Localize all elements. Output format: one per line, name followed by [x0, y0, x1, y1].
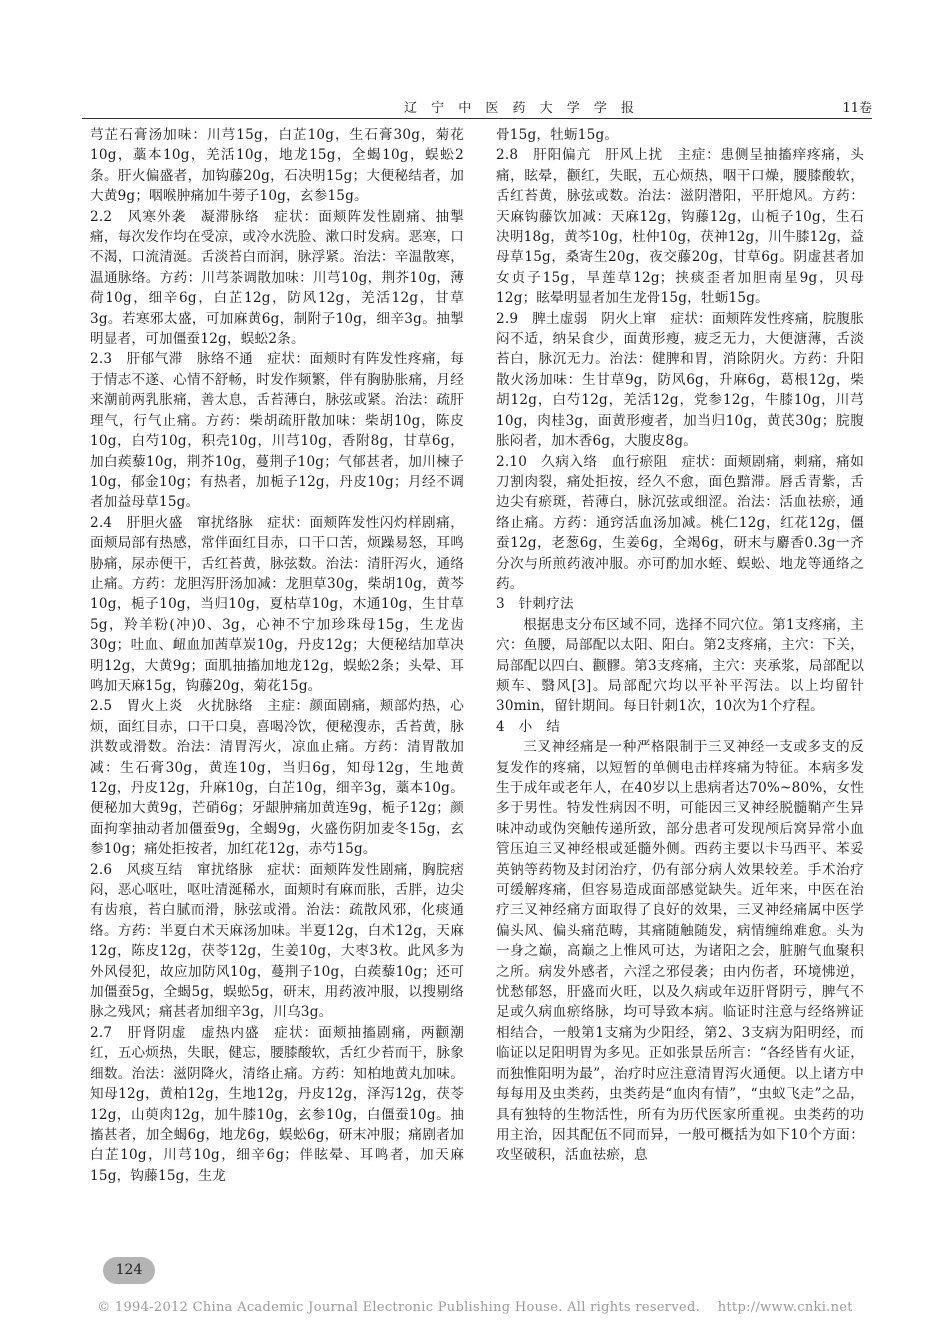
left-column [90, 125, 464, 1186]
body-paragraph: 芎芷石膏汤加味：川芎15g，白芷10g，生石膏30g，菊花10g，藁本10g，羌活10g，地龙15g，全蝎10g，蜈蚣2条。肝火偏盛者，加钩藤20g，石决明15g；大便秘结者，加大黄9g；咽喉肿痛加牛蒡子10g，玄参15g。 [90, 127, 464, 205]
subsection-paragraph: 2.9 脾土虚弱 阴火上窜 症状：面颊阵发性疼痛，脘腹胀闷不适，纳呆食少，面黄形瘦，疲乏无力，大便溏薄，舌淡苔白，脉沉无力。治法：健脾和胃，消除阴火。方药：升阳散火汤加味：生甘草9g，防风6g，升麻6g，葛根12g，柴胡12g，白芍12g，羌活12g，党参12g，牛膝10g，川芎10g，肉桂3g，面黄形瘦者，加当归10g，黄芪30g；脘腹胀闷者，加木香6g，大腹皮8g。 [496, 310, 864, 450]
subsection-paragraph: 2.3 肝郁气滞 脉络不通 症状：面颊时有阵发性疼痛，每于情志不遂、心情不舒畅，时发作频繁，伴有胸胁胀痛，月经来潮前两乳胀痛，善太息，舌苔薄白，脉弦或紧。治法：疏肝理气，行气止痛。方药：柴胡疏肝散加味：柴胡10g，陈皮10g，白芍10g，积壳10g，川芎10g，香附8g，甘草6g，加白蒺藜10g，荆芥10g，蔓荆子10g；气郁甚者，加川楝子10g，郁金10g；有热者，加栀子12g，丹皮10g；月经不调者加益母草15g。 [90, 351, 464, 511]
body-paragraph: 根据患支分布区域不同，选择不同穴位。第1支疼痛，主穴：鱼腰，局部配以太阳、阳白。第2支疼痛，主穴：下关，局部配以四白、颧髎。第3支疼痛，主穴：夹承浆，局部配以颊车、翳风[3]。局部配穴均以平补平泻法。以上均留针30min，留针期间。每日针刺1次，10次为1个疗程。 [496, 616, 864, 715]
page-number-badge: 124 [103, 1257, 155, 1284]
copyright-footer: © 1994-2012 China Academic Journal Electronic Publishing House. All rights reserved. http://www.cnki.net [97, 1300, 853, 1315]
volume-label: 11卷 [842, 101, 872, 116]
subsection-paragraph: 2.2 风寒外袭 凝滞脉络 症状：面颊阵发性剧痛、抽掣痛，每次发作均在受凉，或冷水洗脸、漱口时发病。恶寒，口不渴，口流清涎。舌淡苔白而润，脉浮紧。治法：辛温散寒，温通脉络。方药：川芎茶调散加味：川芎10g，荆芥10g，薄荷10g，细辛6g，白芷12g，防风12g，羌活12g，甘草3g。若寒邪太盛，可加麻黄6g，制附子10g，细辛3g。抽掣明显者，可加僵蚕12g，蜈蚣2条。 [90, 208, 464, 348]
subsection-paragraph: 2.5 胃火上炎 火扰脉络 主症：颜面剧痛，颊部灼热，心烦，面红目赤，口干口臭，喜喝冷饮，便秘溲赤，舌苔黄，脉洪数或滑数。治法：清胃泻火，凉血止痛。方药：清胃散加减：生石膏30g，黄连10g，当归6g，知母12g，生地黄12g，丹皮12g，升麻10g，白芷10g，细辛3g，藁本10g。便秘加大黄9g，芒硝6g；牙龈肿痛加黄连9g，栀子12g；颜面拘挛抽动者加僵蚕9g，全蝎9g，火盛伤阴加麦冬15g，玄参10g；痛处拒按者，加红花12g，赤芍15g。 [90, 698, 464, 858]
header-rule [82, 118, 872, 119]
subsection-paragraph: 2.4 肝胆火盛 窜扰络脉 症状：面颊阵发性闪灼样剧痛，面颊局部有热感，常伴面红目赤，口干口苦，烦躁易怒，耳鸣胁痛，尿赤便干，舌红苔黄，脉弦数。治法：清肝泻火，通络止痛。方药：龙胆泻肝汤加减：龙胆草30g，柴胡10g，黄芩10g，栀子10g，当归10g，夏枯草10g，木通10g，生甘草5g，羚羊粉(冲)0、3g，心神不宁加珍珠母15g，生龙齿30g；吐血、衄血加茜草炭10g，丹皮12g；大便秘结加草决明12g，大黄9g；面肌抽搐加地龙12g，蜈蚣2条；头晕、耳鸣加天麻15g，钩藤20g，菊花15g。 [90, 514, 464, 694]
right-column [496, 125, 864, 1166]
subsection-paragraph: 2.6 风痰互结 窜扰络脉 症状：面颊阵发性剧痛，胸脘痞闷，恶心呕吐，呕吐清涎稀水，面颊时有麻而胀，舌胖，边尖有齿痕，苔白腻而滑，脉弦或滑。治法：疏散风邪，化痰通络。方药：半夏白术天麻汤加味。半夏12g，白术12g，天麻12g，陈皮12g，茯苓12g，生姜10g，大枣3枚。此风多为外风侵犯，故应加防风10g，蔓荆子10g，白蒺藜10g；还可加僵蚕5g，全蝎5g，蜈蚣5g，研末，用药液冲服，以搜剔络脉之残风；痛甚者加细辛3g，川乌3g。 [90, 861, 464, 1021]
body-paragraph: 三叉神经痛是一种严格限制于三叉神经一支或多支的反复发作的疼痛，以短暂的单侧电击样疼痛为特征。本病多发生于成年或老年人，在40岁以上患病者达70%~80%，女性多于男性。特发性病因不明，可能因三叉神经脱髓鞘产生异味冲动或伪突触传递所致，部分患者可发现颅后窝异常小血管压迫三叉神经根或延髓外侧。西药主要以卡马西平、苯妥英钠等药物及封闭治疗，仍有部分病人效果较差。手术治疗可缓解疼痛，但容易造成面部感觉缺失。近年来，中医在治疗三叉神经痛方面取得了良好的效果，三叉神经痛属中医学偏头风、偏头痛范畴，其痛随触随发，病情缠绵难愈。头为一身之巅，高巅之上惟风可达，为诸阳之会，脏腑气血聚积之所。病发外感者，六淫之邪侵袭；由内伤者，环境怫逆，忧愁郁怒，肝盛而火旺，以及久病或年迈肝肾阴亏，脾气不足或久病血瘀络脉，均可导致本病。临证时注意与经络辨证相结合，一般第1支痛为少阳经，第2、3支病为阳明经，而临证以足阳明胃为多见。正如张景岳所言：“各经皆有火证，而独惟阳明为最”，治疗时应注意清胃泻火通便。以上诸方中每每用及虫类药，虫类药是“血肉有情”，“虫蚁飞走”之品，具有独特的生物活性，所有为历代医家所重视。虫类药的功用主治，因其配伍不同而异，一般可概括为如下10个方面：攻坚破积，活血祛瘀，息 [496, 739, 864, 1164]
subsection-paragraph: 2.10 久病入络 血行瘀阻 症状：面颊剧痛，刺痛，痛如刀割肉裂，痛处拒按，经久不愈，面色黯滞。唇舌青紫，舌边尖有瘀斑，苔薄白，脉沉弦或细涩。治法：活血祛瘀，通络止痛。方药：通窍活血汤加减。桃仁12g，红花12g，僵蚕12g，老葱6g，生姜6g，全竭6g，研末与麝香0.3g一齐分次与所煎药液冲服。亦可酌加水蛭、蜈蚣、地龙等通络之药。 [496, 453, 864, 592]
subsection-paragraph: 2.8 肝阳偏亢 肝风上扰 主症：患侧呈抽搐痒疼痛，头痛，眩晕，颧红，失眠，五心烦热，咽干口燥，腰膝酸软，舌红苔黄，脉弦或数。治法：滋阴潜阳，平肝熄风。方药：天麻钩藤饮加减：天麻12g，钩藤12g，山栀子10g，生石决明18g，黄芩10g，杜仲10g，茯神12g，川牛膝12g，益母草15g，桑寄生20g，夜交藤20g，甘草6g。阴虚甚者加女贞子15g，旱莲草12g；挟痰歪者加胆南星9g，贝母12g；眩晕明显者加生龙骨15g，牡蛎15g。 [496, 147, 864, 307]
running-header [82, 97, 872, 117]
journal-title: 辽 宁 中 医 药 大 学 学 报 [404, 101, 640, 116]
section-heading: 4 小 结 [496, 718, 561, 735]
subsection-paragraph: 2.7 肝肾阴虚 虚热内盛 症状：面颊抽搐剧痛，两颧潮红，五心烦热，失眠，健忘，腰膝酸软，舌红少苔而干，脉象细数。治法：滋阴降火，清络止痛。方药：知柏地黄丸加味。知母12g，黄柏12g，生地12g，丹皮12g，泽泻12g，茯苓12g，山萸肉12g，加牛膝10g，玄参10g，白僵蚕10g。抽搐甚者，加全蝎6g，地龙6g，蜈蚣6g，研末冲服；痛剧者加白芷10g，川芎10g，细辛6g；伴眩晕、耳鸣者，加天麻15g，钩藤15g，生龙 [90, 1024, 464, 1184]
section-heading: 3 针刺疗法 [496, 596, 574, 613]
body-paragraph: 骨15g，牡蛎15g。 [496, 127, 619, 143]
